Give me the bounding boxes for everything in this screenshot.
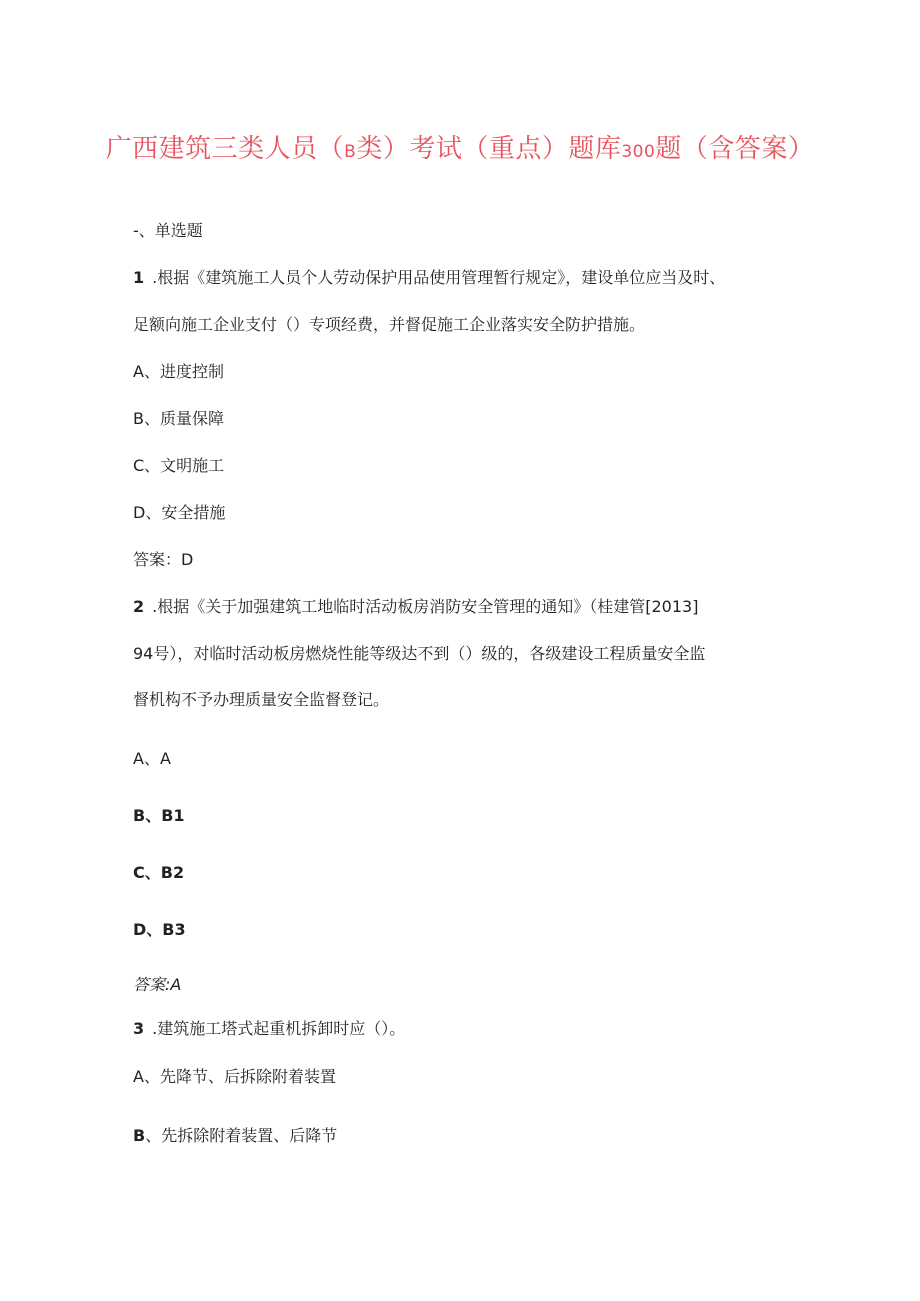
title-text-part3: 题（含答案）	[655, 134, 815, 164]
option-text: 、先拆除附着装置、后降节	[145, 1126, 338, 1145]
question-text: .建筑施工塔式起重机拆卸时应（）。	[152, 1019, 406, 1038]
question-2-answer: 答案:A	[133, 975, 182, 994]
question-2-line-3: 督机构不予办理质量安全监督登记。	[133, 690, 390, 709]
question-2-line-2: 94号），对临时活动板房燃烧性能等级达不到（）级的，各级建设工程质量安全监	[133, 644, 706, 663]
question-2-option-a: A、A	[133, 749, 171, 768]
question-1-answer: 答案：D	[133, 550, 194, 569]
option-letter: B	[133, 1126, 146, 1145]
question-2-option-c: C、B2	[133, 863, 185, 882]
question-3-option-b	[133, 1126, 337, 1146]
question-number: 2	[133, 597, 145, 616]
title-text-part1: 广西建筑三类人员（	[105, 134, 345, 164]
question-number: 1	[133, 268, 145, 287]
document-title	[0, 128, 920, 165]
section-heading: -、单选题	[133, 221, 203, 240]
title-text-part2: 类）考试（重点）题库	[356, 134, 622, 164]
question-number: 3	[133, 1019, 145, 1038]
question-3-option-a: A、先降节、后拆除附着装置	[133, 1067, 336, 1086]
title-text-number: 300	[621, 142, 656, 162]
question-1-option-a: A、进度控制	[133, 362, 224, 381]
question-2-line-1	[133, 597, 698, 617]
question-2-option-d: D、B3	[133, 920, 186, 939]
question-2-option-b: B、B1	[133, 806, 185, 825]
question-3-line-1	[133, 1019, 405, 1039]
question-text: .根据《关于加强建筑工地临时活动板房消防安全管理的通知》（桂建管[2013]	[152, 597, 699, 616]
question-text: .根据《建筑施工人员个人劳动保护用品使用管理暂行规定》，建设单位应当及时、	[152, 268, 726, 287]
question-1-option-d: D、安全措施	[133, 503, 226, 522]
title-text-small: B	[344, 142, 357, 162]
question-1-option-c: C、文明施工	[133, 456, 225, 475]
question-1-line-2: 足额向施工企业支付（）专项经费，并督促施工企业落实安全防护措施。	[133, 315, 646, 334]
question-1-line-1	[133, 268, 725, 288]
question-1-option-b: B、质量保障	[133, 409, 224, 428]
